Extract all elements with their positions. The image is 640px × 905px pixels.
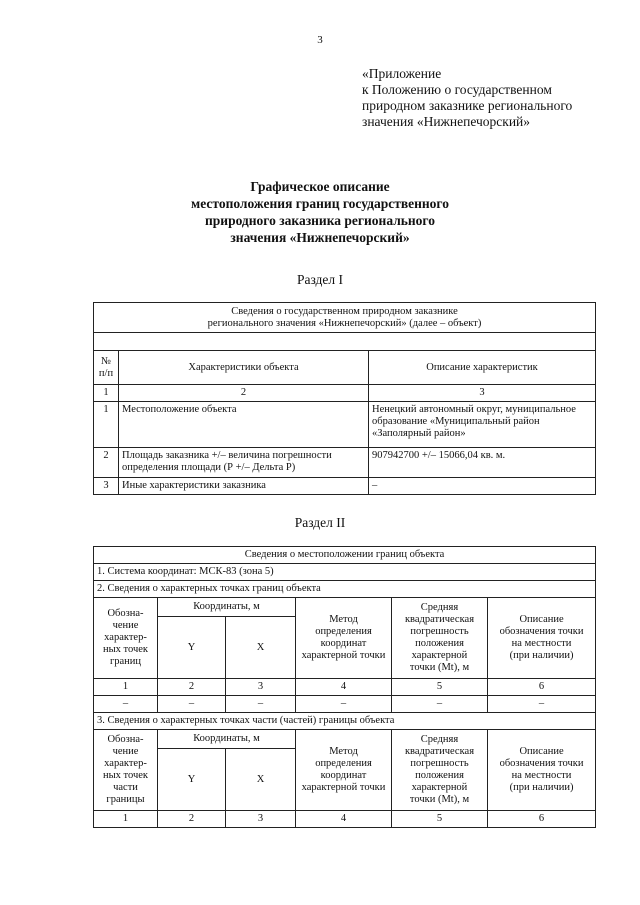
header-text: обозначения точки — [499, 758, 584, 769]
header-text: Описание — [519, 614, 564, 625]
col-header-designation — [94, 730, 158, 811]
header-text: характерной — [411, 650, 468, 661]
index-cell: 2 — [158, 679, 226, 696]
col-header-number — [94, 351, 119, 385]
empty-cell: – — [94, 696, 158, 713]
table-row — [94, 564, 596, 581]
col-header-error — [392, 598, 488, 679]
header-text: обозначения точки — [499, 626, 584, 637]
header-text: Обозна- — [107, 608, 144, 619]
table-header-row — [94, 351, 596, 385]
section1-heading: Раздел I — [296, 272, 344, 287]
table-row — [94, 547, 596, 564]
title-line: Графическое описание — [250, 179, 390, 194]
header-text: ных точек — [102, 644, 149, 655]
appendix-note — [362, 66, 572, 130]
table-row — [94, 696, 596, 713]
row-description: – — [369, 478, 596, 495]
table-row — [94, 303, 596, 333]
empty-cell: – — [392, 696, 488, 713]
header-text: чение — [112, 746, 139, 757]
header-text: координат — [320, 770, 367, 781]
col-header-y: Y — [158, 617, 226, 679]
name-line: Площадь заказника +/– величина погрешности — [122, 450, 332, 461]
col-header-method — [296, 598, 392, 679]
col-header-error — [392, 730, 488, 811]
index-cell: 3 — [226, 679, 296, 696]
empty-cell: – — [158, 696, 226, 713]
index-cell: 4 — [296, 811, 392, 828]
header-text: определения — [315, 626, 372, 637]
header-text: квадратическая — [404, 614, 475, 625]
header-text: положения — [415, 770, 464, 781]
col-header-coordinates: Координаты, м — [158, 730, 296, 749]
index-cell: 1 — [94, 385, 119, 402]
header-text: п/п — [98, 367, 114, 379]
col-header-designation — [94, 598, 158, 679]
caption-line: регионального значения «Нижнепечорский» (далее – объект) — [207, 317, 482, 329]
header-text: части — [113, 782, 138, 793]
header-text: характер- — [104, 758, 147, 769]
table-header-row — [94, 598, 596, 617]
section2-heading: Раздел II — [294, 515, 346, 530]
page-number: 3 — [317, 34, 323, 46]
table-index-row — [94, 679, 596, 696]
appendix-line: значения «Нижнепечорский» — [362, 114, 531, 129]
section2-table — [93, 546, 596, 828]
empty-cell: – — [296, 696, 392, 713]
header-text: определения — [315, 758, 372, 769]
table-index-row — [94, 811, 596, 828]
col-header-x: X — [226, 749, 296, 811]
appendix-line: природном заказнике регионального — [362, 98, 573, 113]
coord-system: 1. Система координат: МСК-83 (зона 5) — [94, 564, 596, 581]
col-header-description — [488, 730, 596, 811]
row-characteristic — [119, 448, 369, 478]
header-text: Средняя — [420, 734, 459, 745]
index-cell: 5 — [392, 811, 488, 828]
appendix-line: к Положению о государственном — [362, 82, 552, 97]
table-row — [94, 478, 596, 495]
appendix-line: «Приложение — [362, 66, 442, 81]
table-row — [94, 402, 596, 448]
title-line: значения «Нижнепечорский» — [230, 230, 410, 245]
section1-table — [93, 302, 596, 495]
table-row — [94, 713, 596, 730]
row-description — [369, 402, 596, 448]
desc-line: «Заполярный район» — [372, 428, 466, 439]
index-cell: 6 — [488, 679, 596, 696]
col-header-method — [296, 730, 392, 811]
header-text: точки (Mt), м — [409, 662, 470, 673]
table-row — [94, 448, 596, 478]
header-text: Описание — [519, 746, 564, 757]
col-header-description: Описание характеристик — [369, 351, 596, 385]
empty-cell: – — [488, 696, 596, 713]
header-text: характерной — [411, 782, 468, 793]
header-text: Обозна- — [107, 734, 144, 745]
header-text: границы — [106, 794, 145, 805]
row-characteristic: Местоположение объекта — [119, 402, 369, 448]
header-text: на местности — [511, 770, 572, 781]
empty-cell: – — [226, 696, 296, 713]
header-text: координат — [320, 638, 367, 649]
header-text: на местности — [511, 638, 572, 649]
row-number: 3 — [94, 478, 119, 495]
header-text: погрешность — [410, 626, 469, 637]
col-header-x: X — [226, 617, 296, 679]
header-text: Средняя — [420, 602, 459, 613]
table-spacer — [94, 333, 596, 351]
table-row — [94, 581, 596, 598]
index-cell: 2 — [158, 811, 226, 828]
index-cell: 2 — [119, 385, 369, 402]
header-text: характерной точки — [301, 782, 386, 793]
desc-line: образование «Муниципальный район — [372, 416, 540, 427]
title-line: местоположения границ государственного — [191, 196, 449, 211]
subsection-title: 3. Сведения о характерных точках части (частей) границы объекта — [94, 713, 596, 730]
header-text: квадратическая — [404, 746, 475, 757]
index-cell: 1 — [94, 811, 158, 828]
subsection-title: 2. Сведения о характерных точках границ объекта — [94, 581, 596, 598]
header-text: положения — [415, 638, 464, 649]
header-text: (при наличии) — [509, 650, 574, 661]
col-header-characteristic: Характеристики объекта — [119, 351, 369, 385]
row-characteristic: Иные характеристики заказника — [119, 478, 369, 495]
index-cell: 1 — [94, 679, 158, 696]
table-caption — [94, 303, 596, 333]
table-caption: Сведения о местоположении границ объекта — [94, 547, 596, 564]
header-text: ных точек — [102, 770, 149, 781]
col-header-description — [488, 598, 596, 679]
col-header-y: Y — [158, 749, 226, 811]
caption-line: Сведения о государственном природном заказнике — [231, 305, 458, 317]
title-line: природного заказника регионального — [205, 213, 435, 228]
table-index-row — [94, 385, 596, 402]
index-cell: 6 — [488, 811, 596, 828]
header-text: погрешность — [410, 758, 469, 769]
index-cell: 3 — [226, 811, 296, 828]
header-text: точки (Mt), м — [409, 794, 470, 805]
header-text: границ — [109, 656, 142, 667]
index-cell: 5 — [392, 679, 488, 696]
header-text: Метод — [329, 614, 358, 625]
row-number: 2 — [94, 448, 119, 478]
header-text: чение — [112, 620, 139, 631]
row-description: 907942700 +/– 15066,04 кв. м. — [369, 448, 596, 478]
table-header-row — [94, 730, 596, 749]
row-number: 1 — [94, 402, 119, 448]
table-row — [94, 333, 596, 351]
index-cell: 4 — [296, 679, 392, 696]
header-text: характер- — [104, 632, 147, 643]
col-header-coordinates: Координаты, м — [158, 598, 296, 617]
name-line: определения площади (Р +/– Дельта Р) — [122, 462, 296, 473]
header-text: (при наличии) — [509, 782, 574, 793]
header-text: Метод — [329, 746, 358, 757]
document-title — [0, 178, 640, 246]
desc-line: Ненецкий автономный округ, муниципальное — [372, 404, 576, 415]
index-cell: 3 — [369, 385, 596, 402]
header-text: № — [100, 355, 112, 367]
header-text: характерной точки — [301, 650, 386, 661]
